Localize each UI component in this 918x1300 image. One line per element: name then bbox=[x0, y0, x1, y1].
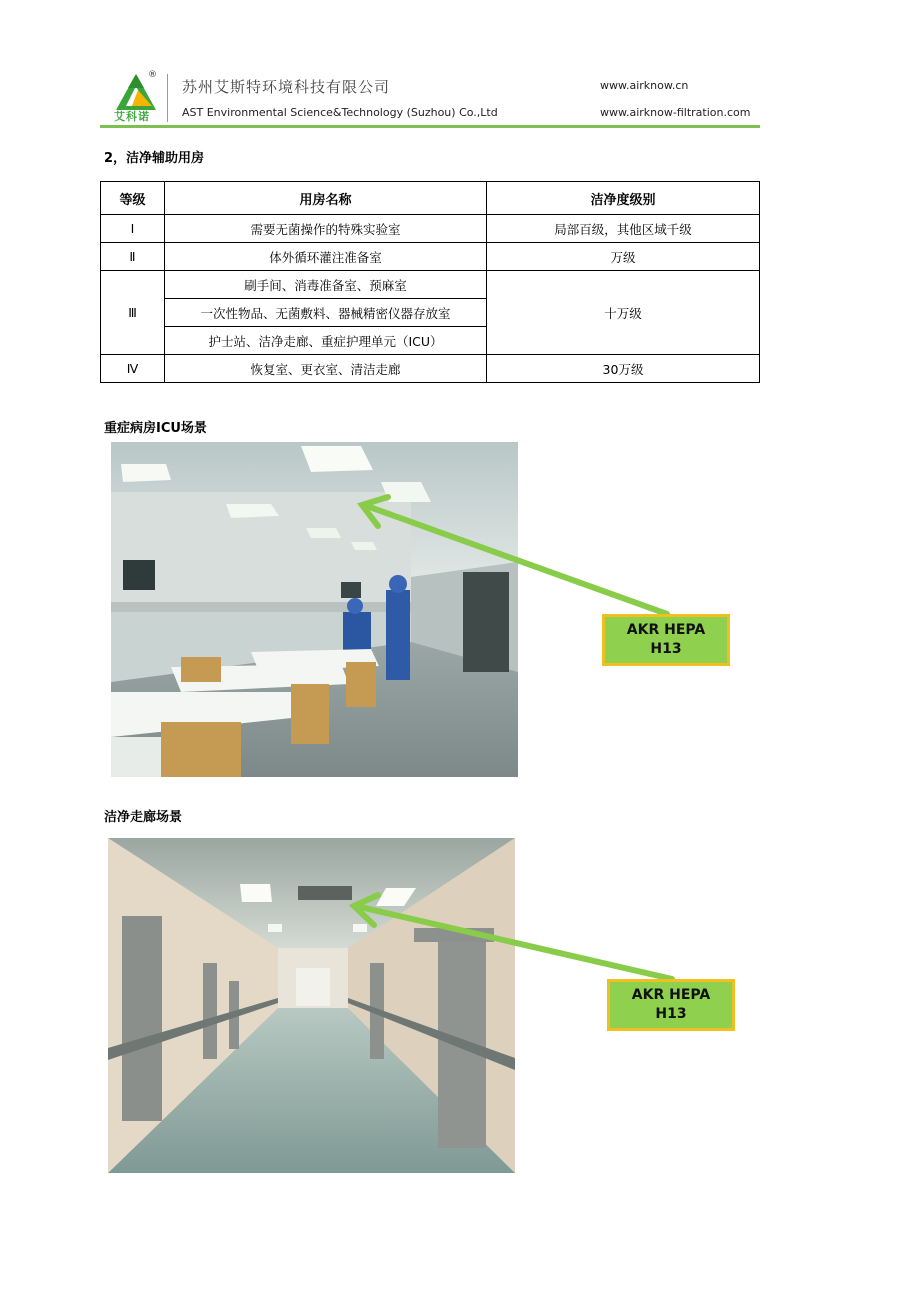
grade-cell: Ⅲ bbox=[101, 271, 165, 355]
header-room-name: 用房名称 bbox=[165, 182, 487, 215]
filter-label-line1: AKR HEPA bbox=[631, 987, 711, 1003]
level-cell: 30万级 bbox=[487, 355, 760, 383]
section-title-auxiliary-rooms: 2，洁净辅助用房 bbox=[104, 151, 205, 166]
filter-label-line2: H13 bbox=[650, 641, 682, 657]
filter-label-corridor bbox=[607, 979, 735, 1031]
section-title-corridor: 洁净走廊场景 bbox=[104, 810, 183, 825]
grade-cell: Ⅱ bbox=[101, 243, 165, 271]
registered-mark: ® bbox=[148, 70, 157, 80]
room-cell: 体外循环灌注准备室 bbox=[165, 243, 487, 271]
room-cell: 一次性物品、无菌敷料、器械精密仪器存放室 bbox=[165, 299, 487, 327]
section-title-icu: 重症病房ICU场景 bbox=[104, 421, 207, 436]
room-cell: 恢复室、更衣室、清洁走廊 bbox=[165, 355, 487, 383]
filter-label-icu bbox=[602, 614, 730, 666]
grade-cell: Ⅰ bbox=[101, 215, 165, 243]
header-clean-level: 洁净度级别 bbox=[487, 182, 760, 215]
website-url-1[interactable]: www.airknow.cn bbox=[600, 79, 689, 92]
filter-label-line1: AKR HEPA bbox=[626, 622, 706, 638]
company-name-en: AST Environmental Science&Technology (Suzhou) Co.,Ltd bbox=[182, 106, 498, 119]
header-grade: 等级 bbox=[101, 182, 165, 215]
room-cell: 刷手间、消毒准备室、预麻室 bbox=[165, 271, 487, 299]
filter-label-line2: H13 bbox=[655, 1006, 687, 1022]
level-cell: 局部百级，其他区域千级 bbox=[487, 215, 760, 243]
level-cell: 十万级 bbox=[487, 271, 760, 355]
room-cell: 需要无菌操作的特殊实验室 bbox=[165, 215, 487, 243]
grade-cell: Ⅳ bbox=[101, 355, 165, 383]
website-url-2[interactable]: www.airknow-filtration.com bbox=[600, 106, 751, 119]
company-name-cn: 苏州艾斯特环境科技有限公司 bbox=[182, 78, 391, 96]
logo-text: 艾科诺 bbox=[114, 110, 150, 123]
room-cell: 护士站、洁净走廊、重症护理单元（ICU） bbox=[165, 327, 487, 355]
level-cell: 万级 bbox=[487, 243, 760, 271]
arrow-icon bbox=[354, 895, 672, 979]
arrow-icon bbox=[362, 497, 667, 614]
